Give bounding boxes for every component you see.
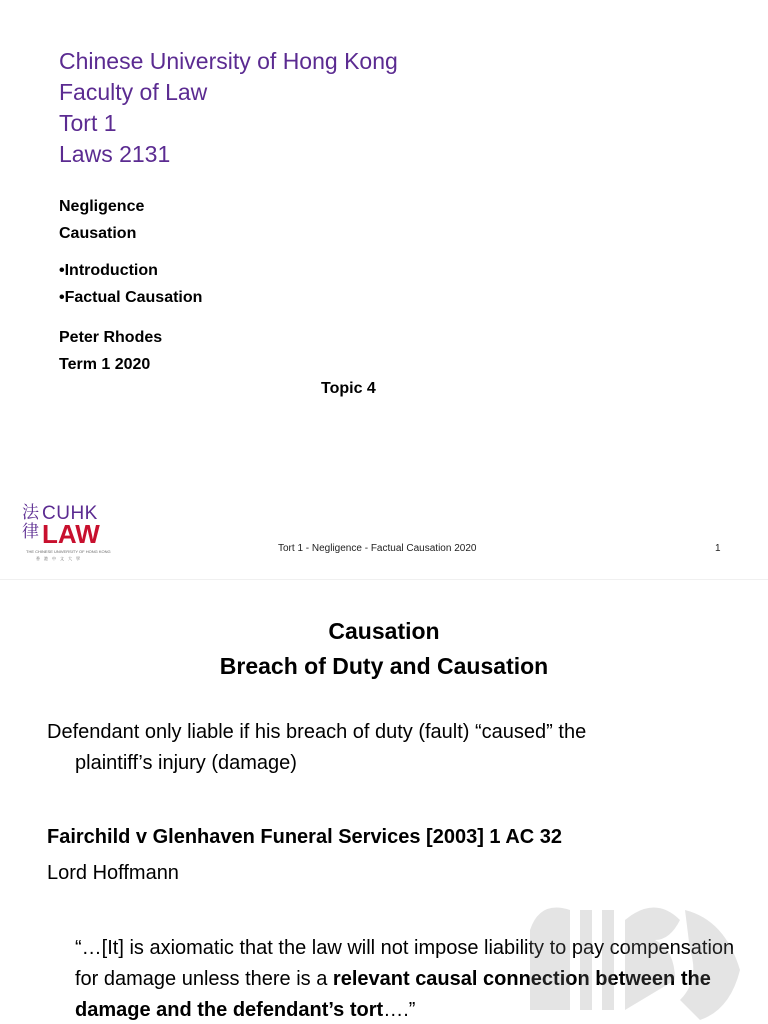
quote-emphasis: relevant causal connection between the damage and the defendant’s tort: [75, 968, 711, 1021]
term-label: Term 1 2020: [59, 356, 151, 373]
subject-line: Negligence: [59, 198, 145, 215]
intro-line: Defendant only liable if his breach of duty (fault) “caused” the: [47, 721, 587, 743]
logo-tagline: THE CHINESE UNIVERSITY OF HONG KONG: [26, 549, 111, 554]
intro-line: plaintiff’s injury (damage): [75, 752, 297, 774]
footer-text: Tort 1 - Negligence - Factual Causation 2020: [278, 543, 477, 554]
quote-ending: ….”: [383, 999, 416, 1021]
logo-chinese-name: 香港中文大學: [36, 556, 84, 561]
logo-cuhk-text: CUHK: [42, 503, 98, 524]
institution-line: Laws 2131: [59, 141, 171, 167]
slide-2: [0, 580, 768, 1024]
case-citation: Fairchild v Glenhaven Funeral Services [2003] 1 AC 32: [47, 826, 563, 848]
logo-law-text: LAW: [42, 519, 100, 549]
cuhk-law-logo: [22, 503, 111, 562]
judge-name: Lord Hoffmann: [47, 862, 179, 884]
page-number: 1: [715, 543, 721, 554]
institution-heading: [59, 46, 398, 170]
institution-line: Faculty of Law: [59, 79, 208, 105]
institution-line: Tort 1: [59, 110, 117, 136]
intro-paragraph: [47, 717, 727, 779]
bullet-list: [59, 257, 202, 311]
slide-subtitle: Breach of Duty and Causation: [219, 653, 549, 679]
subject-line: Causation: [59, 225, 137, 242]
topic-label: Topic 4: [321, 380, 376, 397]
institution-line: Chinese University of Hong Kong: [59, 48, 398, 74]
bullet-item: •Factual Causation: [59, 289, 203, 306]
subject-block: [59, 193, 144, 247]
lecturer-block: [59, 324, 162, 378]
slide-title: Causation: [328, 618, 440, 644]
bullet-item: •Introduction: [59, 262, 158, 279]
logo-chinese-glyphs: 法 律: [22, 503, 39, 542]
lecturer-name: Peter Rhodes: [59, 329, 163, 346]
university-crest-watermark: [520, 890, 750, 1024]
quote-text: “…[It] is axiomatic that the law will not impose liability to pay compensation for damage unless there is a: [75, 937, 735, 990]
